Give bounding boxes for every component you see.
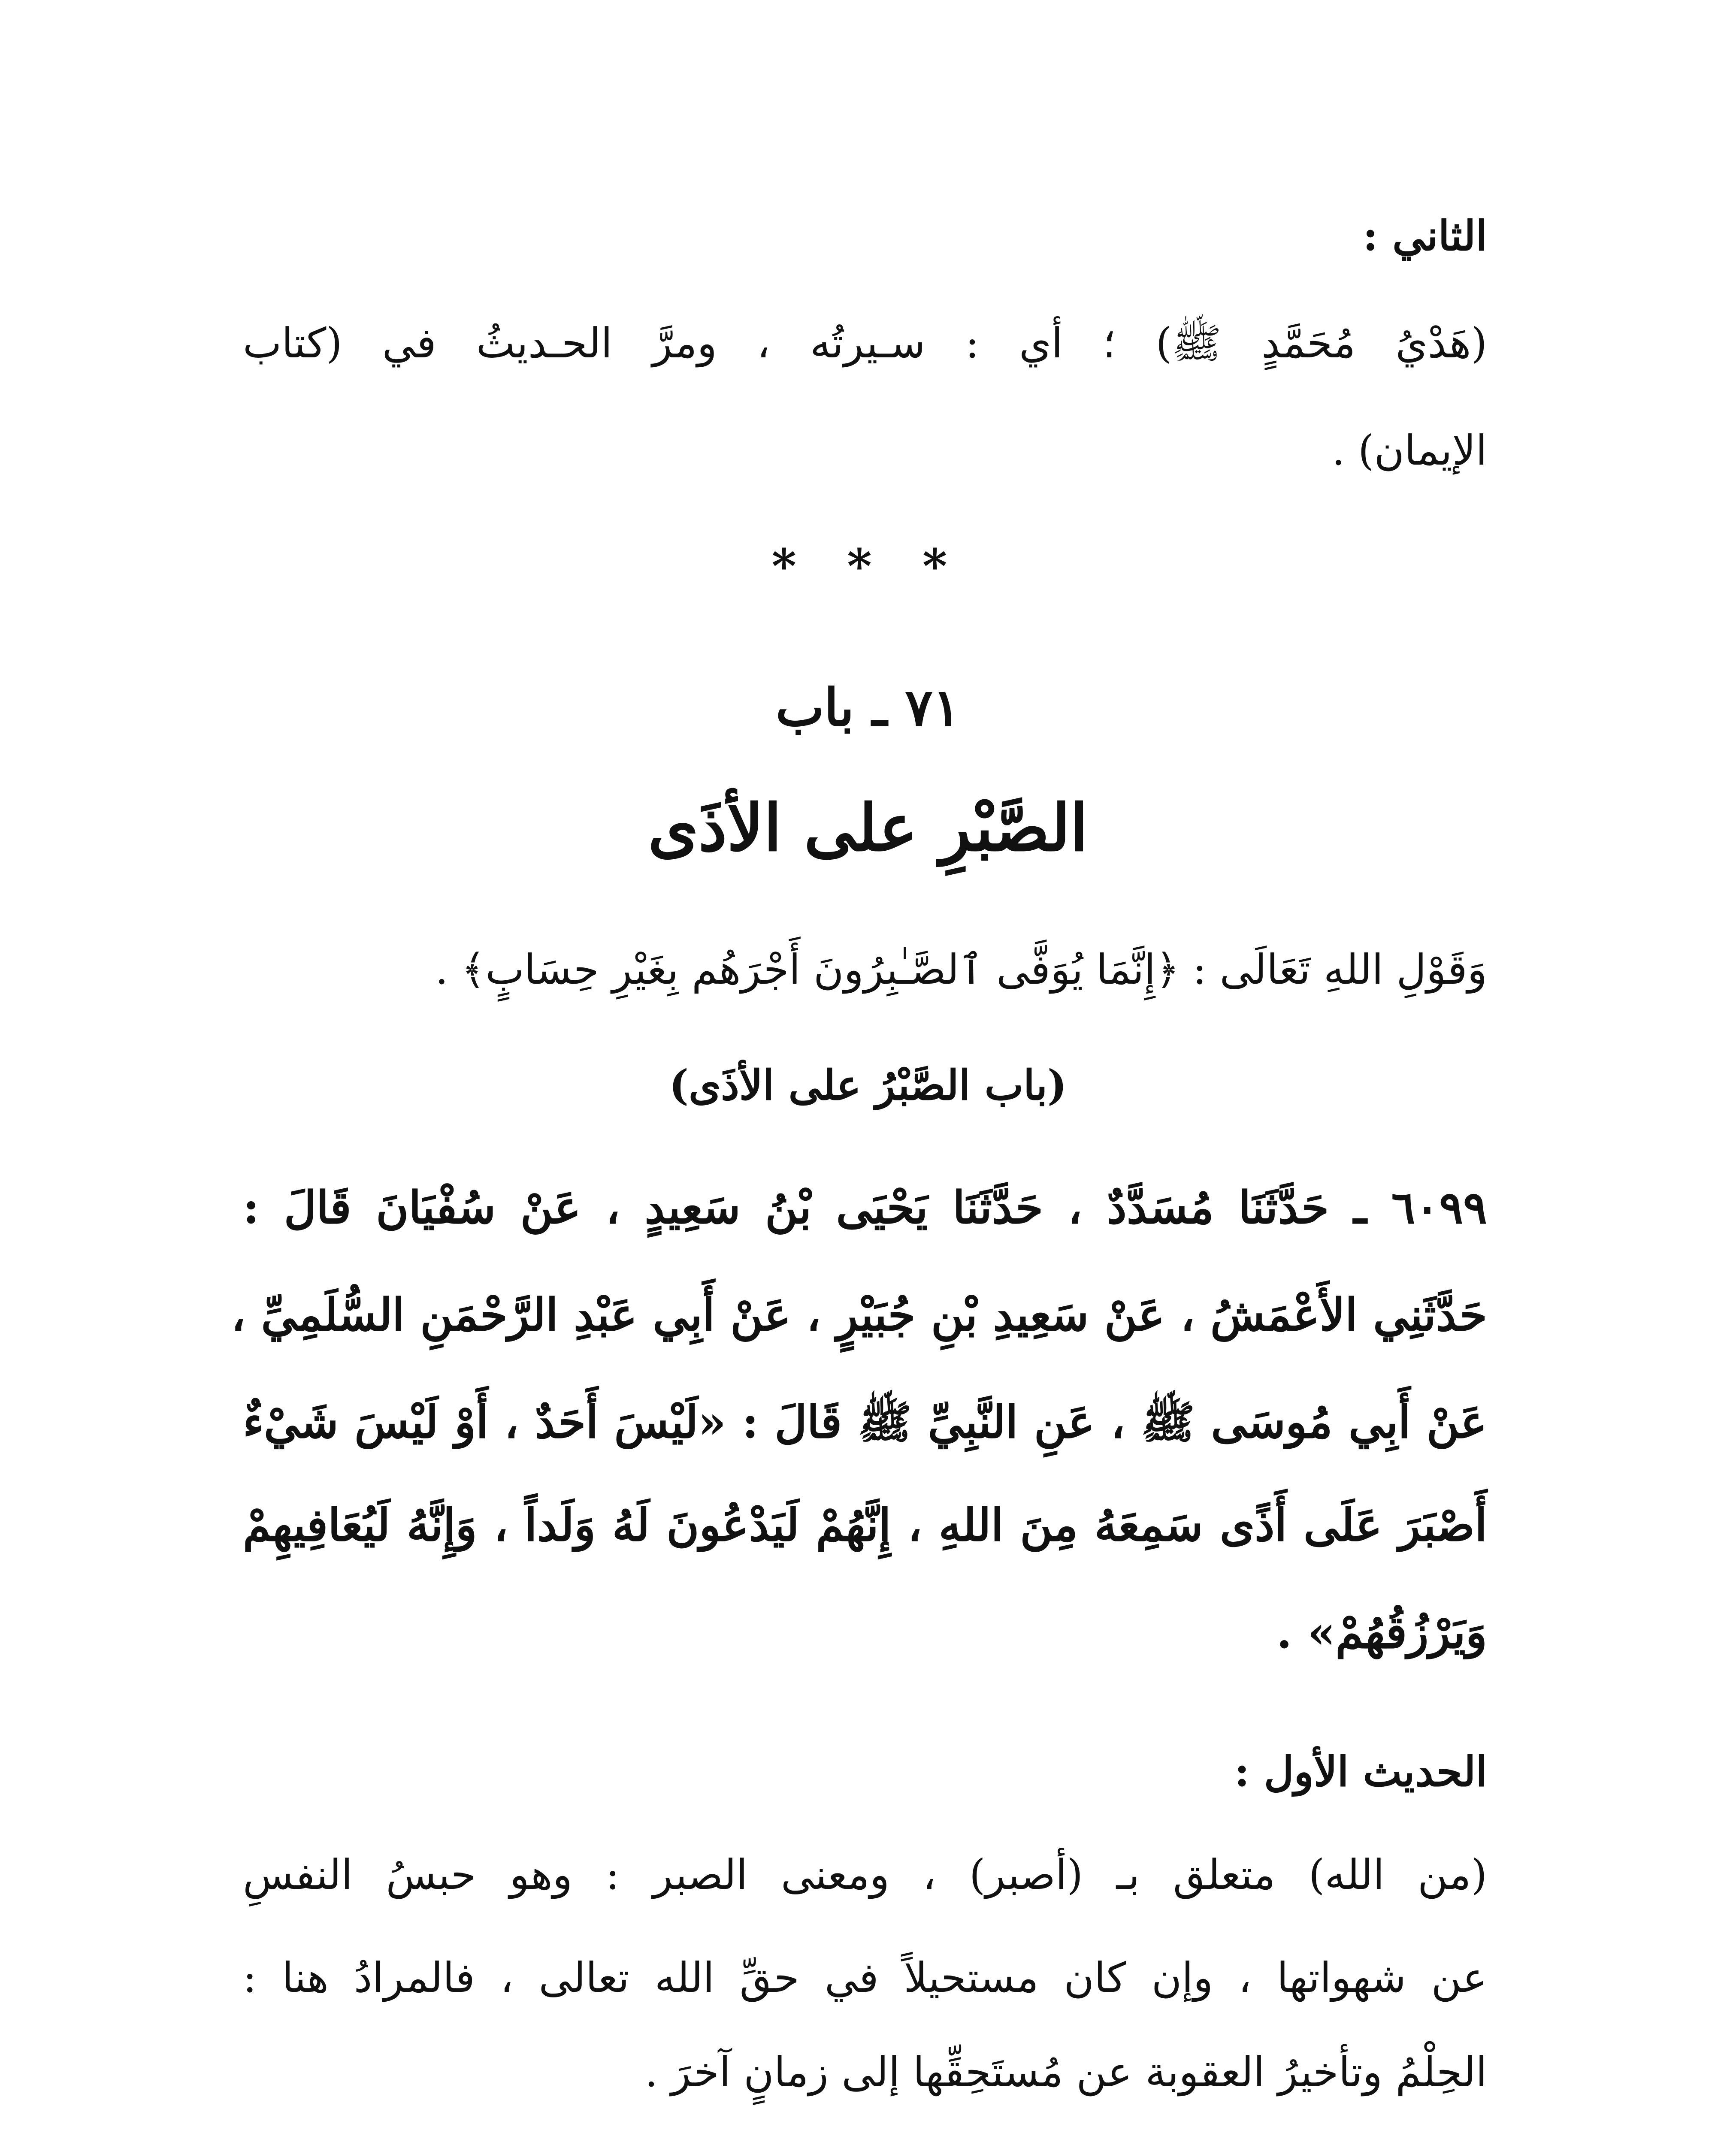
hadith-line: حَدَّثَنِي الأَعْمَشُ ، عَنْ سَعِيدِ بْنِ جُبَيْرٍ ، عَنْ أَبِي عَبْدِ الرَّحْمَنِ السُّلَمِيِّ ، xyxy=(231,1288,1487,1341)
commentary-line: عن شهواتها ، وإن كان مستحيلاً في حقِّ الله تعالى ، فالمرادُ هنا : xyxy=(243,1954,1487,2002)
chapter-subtitle: (باب الصَّبْرُ على الأذَى) xyxy=(669,1061,1067,1109)
commentary-line: (من الله) متعلق بـ (أصبر) ، ومعنى الصبر : وهو حبسُ النفسِ xyxy=(243,1851,1487,1899)
commentary-heading: الحديث الأول : xyxy=(1234,1747,1487,1796)
hadith-line: وَيَرْزُقُهُمْ» . xyxy=(1276,1606,1487,1659)
hadith-line: أَصْبَرَ عَلَى أَذًى سَمِعَهُ مِنَ اللهِ ، إِنَّهُمْ لَيَدْعُونَ لَهُ وَلَداً ، وَإِنَّهُ لَيُعَافِيهِمْ xyxy=(243,1498,1487,1551)
chapter-number: ٧١ ـ باب xyxy=(775,677,961,738)
text-line: (هَدْيُ مُحَمَّدٍ ﷺ) ؛ أي : سـيرتُه ، ومرَّ الحـديثُ في (كتاب xyxy=(243,319,1487,367)
chapter-title: الصَّبْرِ على الأذَى xyxy=(648,790,1088,866)
commentary-line: الحِلْمُ وتأخيرُ العقوبة عن مُستَحِقِّها إلى زمانٍ آخرَ . xyxy=(644,2048,1487,2096)
chapter-verse: وَقَوْلِ اللهِ تَعَالَى : ﴿إِنَّمَا يُوَفَّى ٱلصَّـٰبِرُونَ أَجْرَهُم بِغَيْرِ حِسَابٍ﴾ . xyxy=(435,946,1487,994)
section-heading: الثاني : xyxy=(1363,211,1487,260)
text-line: الإيمان) . xyxy=(1332,426,1487,474)
section-separator: * * * xyxy=(771,538,965,594)
hadith-line: عَنْ أَبِي مُوسَى ﷺ ، عَنِ النَّبِيِّ ﷺ قَالَ : «لَيْسَ أَحَدٌ ، أَوْ لَيْسَ شَيْءٌ xyxy=(243,1396,1487,1448)
hadith-line: ٦٠٩٩ ـ حَدَّثَنَا مُسَدَّدٌ ، حَدَّثَنَا يَحْيَى بْنُ سَعِيدٍ ، عَنْ سُفْيَانَ قَالَ : xyxy=(243,1181,1487,1234)
